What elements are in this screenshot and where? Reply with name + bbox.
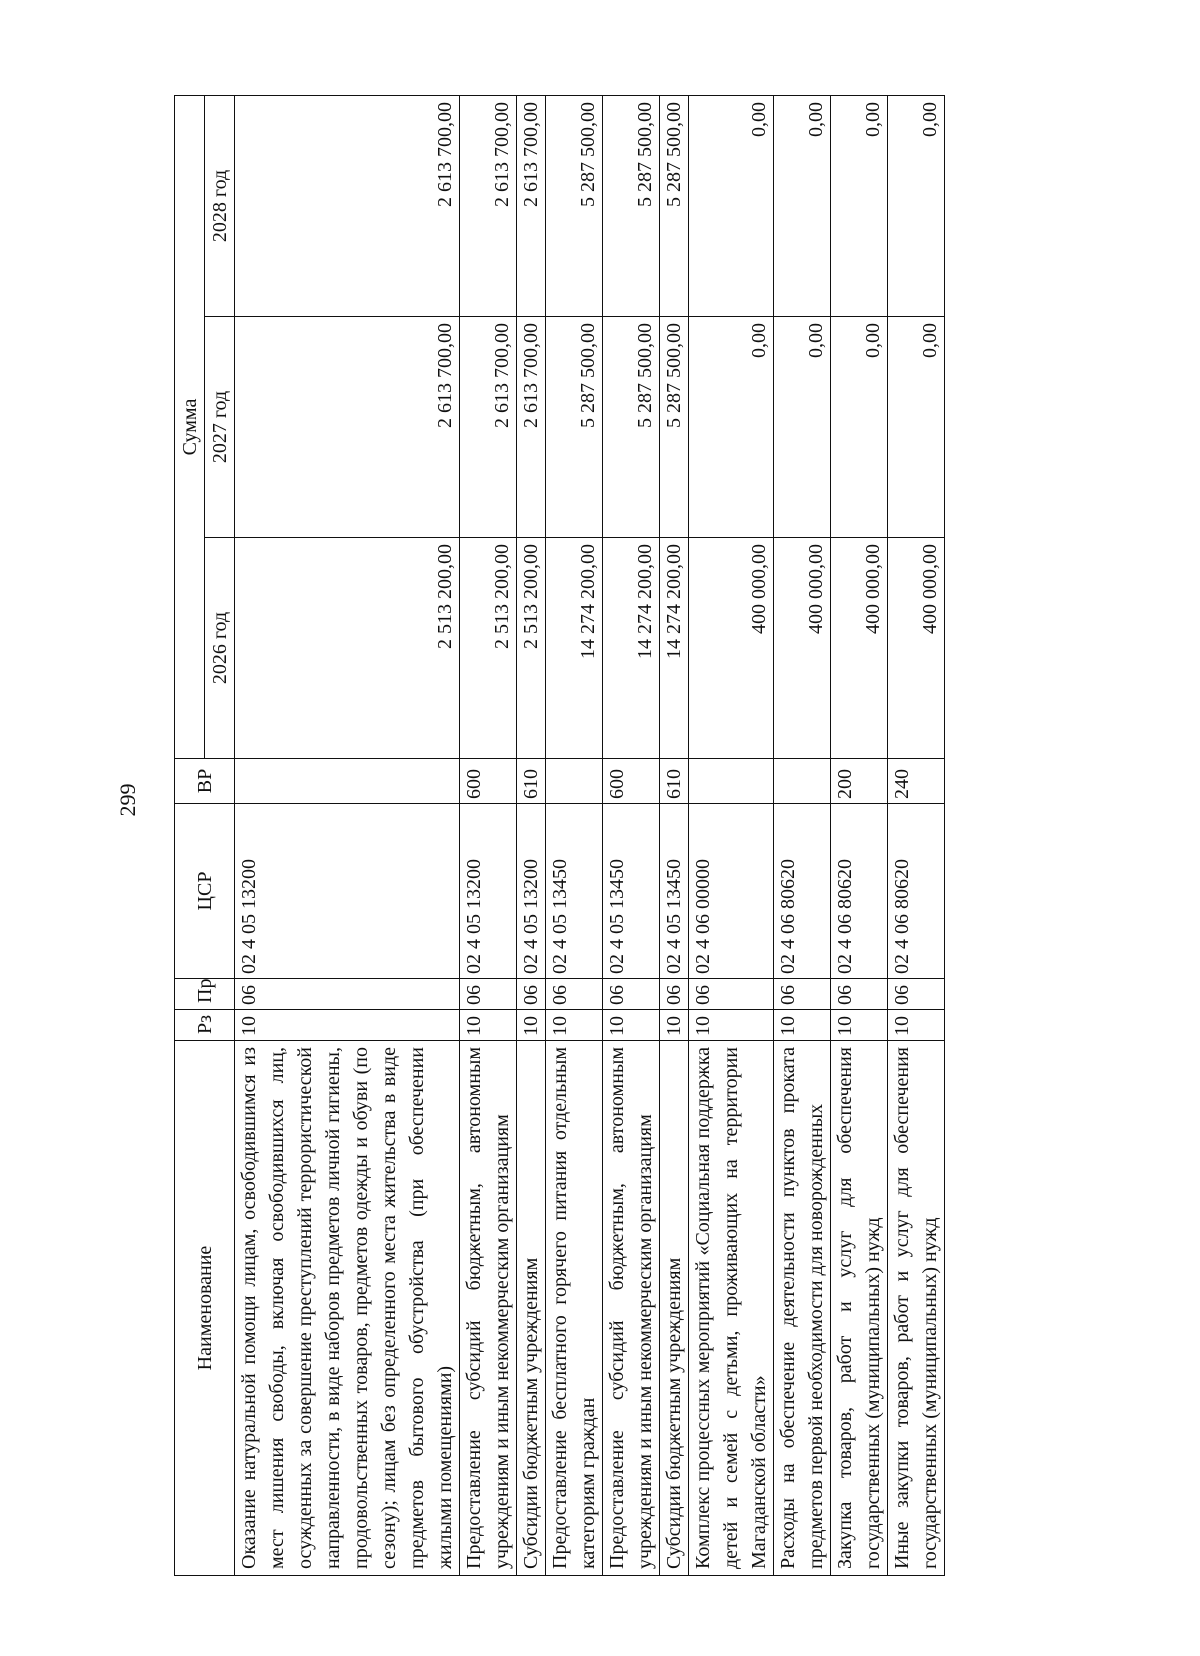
row-2028: 2 613 700,00 — [460, 95, 517, 316]
row-2028: 2 613 700,00 — [517, 95, 546, 316]
row-rz: 10 — [831, 1010, 888, 1041]
row-pr: 06 — [660, 979, 689, 1010]
row-pr: 06 — [689, 979, 774, 1010]
row-name: Предоставление бесплатного горячего питания отдельным категориям граждан — [546, 1041, 603, 1576]
table-row — [517, 95, 546, 1575]
row-2027: 0,00 — [689, 317, 774, 538]
row-2026: 14 274 200,00 — [546, 538, 603, 759]
row-2027: 5 287 500,00 — [660, 317, 689, 538]
row-vr: 600 — [460, 759, 517, 804]
row-csr: 02 4 05 13200 — [460, 804, 517, 979]
row-2028: 0,00 — [689, 95, 774, 316]
table-row — [888, 95, 945, 1575]
row-2028: 0,00 — [888, 95, 945, 316]
header-pr: Пр — [175, 979, 235, 1010]
row-vr — [689, 759, 774, 804]
row-name: Иные закупки товаров, работ и услуг для обеспечения государственных (муниципальных) нужд — [888, 1041, 945, 1576]
row-vr: 240 — [888, 759, 945, 804]
row-vr — [235, 759, 460, 804]
table-row — [603, 95, 660, 1575]
row-vr: 610 — [517, 759, 546, 804]
header-summa: Сумма — [175, 95, 205, 758]
row-vr: 600 — [603, 759, 660, 804]
row-2026: 400 000,00 — [831, 538, 888, 759]
row-csr: 02 4 06 80620 — [774, 804, 831, 979]
row-name: Предоставление субсидий бюджетным, автономным учреждениям и иным некоммерческим организациям — [603, 1041, 660, 1576]
row-rz: 10 — [888, 1010, 945, 1041]
table-row — [460, 95, 517, 1575]
row-2027: 2 613 700,00 — [517, 317, 546, 538]
row-csr: 02 4 05 13200 — [517, 804, 546, 979]
row-2026: 14 274 200,00 — [660, 538, 689, 759]
row-2028: 5 287 500,00 — [546, 95, 603, 316]
row-csr: 02 4 05 13200 — [235, 804, 460, 979]
table-row — [235, 95, 460, 1575]
row-2028: 5 287 500,00 — [603, 95, 660, 316]
row-2026: 400 000,00 — [774, 538, 831, 759]
table-row — [831, 95, 888, 1575]
table-row — [660, 95, 689, 1575]
row-pr: 06 — [517, 979, 546, 1010]
row-rz: 10 — [546, 1010, 603, 1041]
row-rz: 10 — [235, 1010, 460, 1041]
row-name: Предоставление субсидий бюджетным, автономным учреждениям и иным некоммерческим организациям — [460, 1041, 517, 1576]
rotated-page — [174, 96, 964, 1576]
header-2027: 2027 год — [205, 317, 235, 538]
row-rz: 10 — [460, 1010, 517, 1041]
row-2028: 0,00 — [831, 95, 888, 316]
table-row — [546, 95, 603, 1575]
row-2026: 2 513 200,00 — [517, 538, 546, 759]
row-2026: 2 513 200,00 — [235, 538, 460, 759]
row-vr: 610 — [660, 759, 689, 804]
row-csr: 02 4 06 80620 — [888, 804, 945, 979]
row-2028: 0,00 — [774, 95, 831, 316]
row-2026: 400 000,00 — [888, 538, 945, 759]
table-row — [689, 95, 774, 1575]
row-name: Закупка товаров, работ и услуг для обеспечения государственных (муниципальных) нужд — [831, 1041, 888, 1576]
row-name: Расходы на обеспечение деятельности пунктов проката предметов первой необходимости для новорожденных — [774, 1041, 831, 1576]
row-2028: 5 287 500,00 — [660, 95, 689, 316]
row-rz: 10 — [774, 1010, 831, 1041]
row-vr — [546, 759, 603, 804]
row-csr: 02 4 06 00000 — [689, 804, 774, 979]
row-pr: 06 — [235, 979, 460, 1010]
row-2027: 2 613 700,00 — [235, 317, 460, 538]
row-pr: 06 — [603, 979, 660, 1010]
header-2028: 2028 год — [205, 95, 235, 316]
row-2026: 14 274 200,00 — [603, 538, 660, 759]
header-name: Наименование — [175, 1041, 235, 1576]
row-pr: 06 — [888, 979, 945, 1010]
table-row — [774, 95, 831, 1575]
row-2028: 2 613 700,00 — [235, 95, 460, 316]
row-name: Комплекс процессных мероприятий «Социальная поддержка детей и семей с детьми, проживающих на территории Магаданской области» — [689, 1041, 774, 1576]
row-2026: 2 513 200,00 — [460, 538, 517, 759]
row-csr: 02 4 05 13450 — [660, 804, 689, 979]
row-name: Оказание натуральной помощи лицам, освободившимся из мест лишения свободы, включая освободившихся лиц, осужденных за совершение преступлений террористической направленности, в виде наборов предметов личной гигиены, продовольственных товаров, предметов одежды и обуви (по сезону); лицам без определенного места жительства в виде предметов бытового обустройства (при обеспечении жилыми помещениями) — [235, 1041, 460, 1576]
row-rz: 10 — [517, 1010, 546, 1041]
budget-table — [174, 95, 945, 1576]
row-2027: 0,00 — [831, 317, 888, 538]
header-2026: 2026 год — [205, 538, 235, 759]
row-pr: 06 — [460, 979, 517, 1010]
row-vr — [774, 759, 831, 804]
header-vr: ВР — [175, 759, 235, 804]
row-2027: 2 613 700,00 — [460, 317, 517, 538]
page-number: 299 — [115, 783, 140, 817]
row-vr: 200 — [831, 759, 888, 804]
row-rz: 10 — [689, 1010, 774, 1041]
row-name: Субсидии бюджетным учреждениям — [517, 1041, 546, 1576]
row-rz: 10 — [603, 1010, 660, 1041]
row-2027: 0,00 — [888, 317, 945, 538]
header-rz: Рз — [175, 1010, 235, 1041]
row-2026: 400 000,00 — [689, 538, 774, 759]
row-2027: 5 287 500,00 — [546, 317, 603, 538]
row-csr: 02 4 05 13450 — [546, 804, 603, 979]
row-name: Субсидии бюджетным учреждениям — [660, 1041, 689, 1576]
row-csr: 02 4 06 80620 — [831, 804, 888, 979]
row-csr: 02 4 05 13450 — [603, 804, 660, 979]
row-pr: 06 — [546, 979, 603, 1010]
row-2027: 5 287 500,00 — [603, 317, 660, 538]
header-csr: ЦСР — [175, 804, 235, 979]
row-rz: 10 — [660, 1010, 689, 1041]
row-pr: 06 — [774, 979, 831, 1010]
row-2027: 0,00 — [774, 317, 831, 538]
row-pr: 06 — [831, 979, 888, 1010]
